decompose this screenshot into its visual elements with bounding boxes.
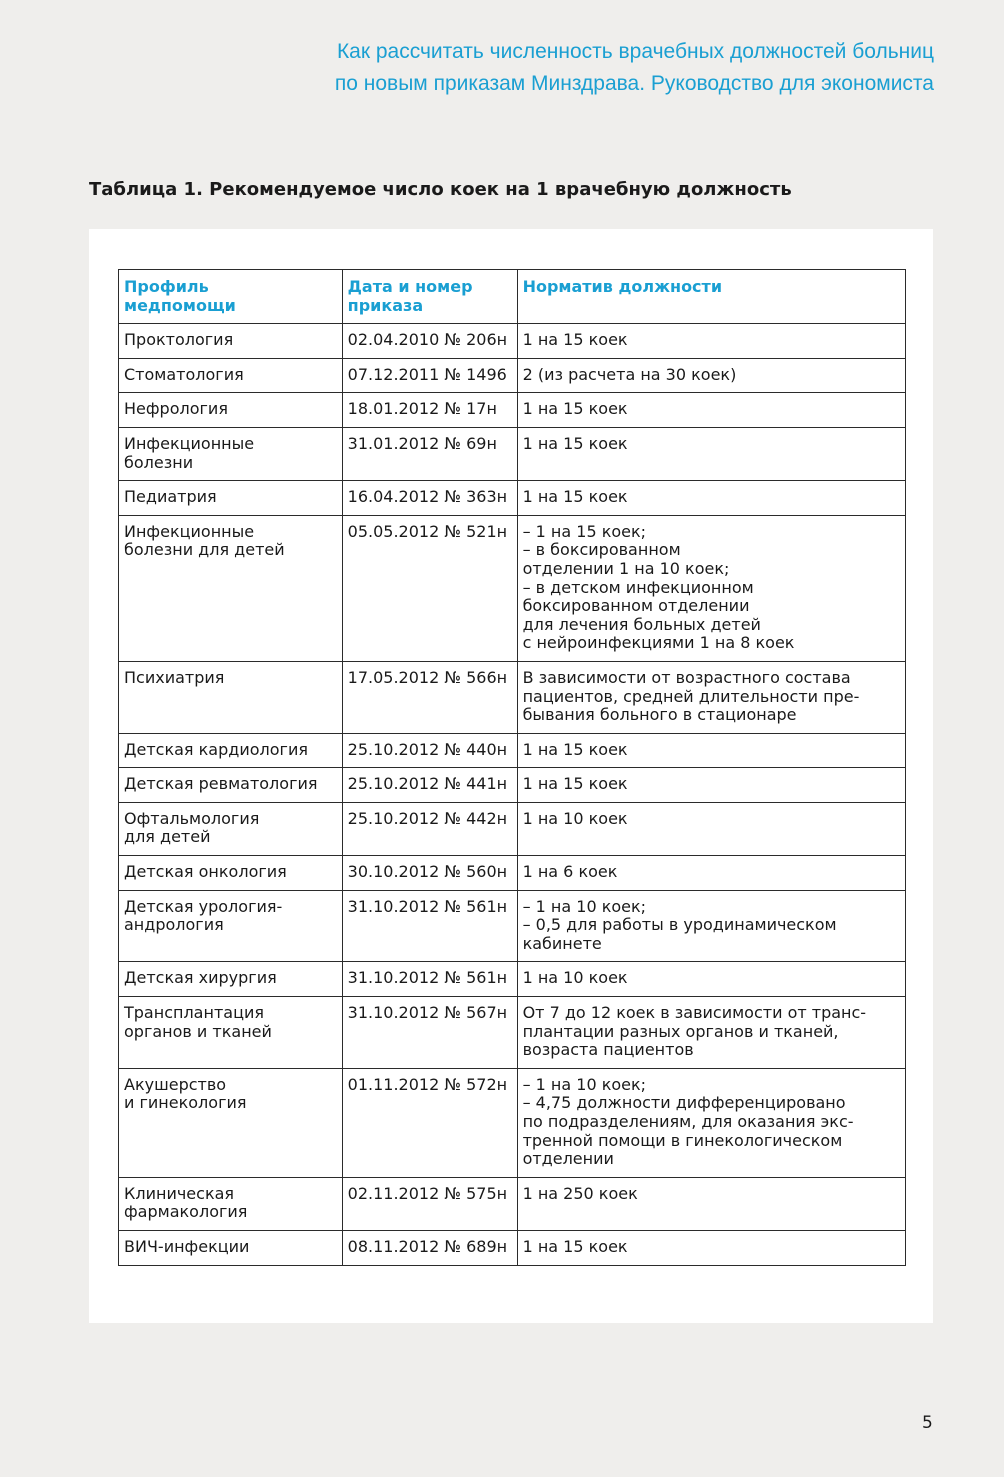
cell-line: 1 на 15 коек (522, 330, 628, 350)
cell-profile (119, 1230, 343, 1265)
cell-line: – 1 на 10 коек; (522, 1074, 647, 1094)
cell-order (342, 427, 517, 480)
cell-line: 1 на 250 коек (522, 1183, 638, 1203)
cell-order (342, 802, 517, 855)
running-header-line-1: Как рассчитать численность врачебных должностей больниц (336, 40, 934, 63)
cell-line: фармакология (124, 1202, 248, 1222)
cell-order (342, 1068, 517, 1177)
cell-line: Трансплантация (124, 1003, 264, 1023)
cell-line: Стоматология (124, 364, 244, 384)
table-row (119, 856, 906, 891)
cell-line: приказа (347, 295, 424, 315)
cell-line: 07.12.2011 № 1496 (347, 364, 507, 384)
table-row (119, 1068, 906, 1177)
table-row (119, 802, 906, 855)
cell-line: Дата и номер (347, 277, 473, 296)
cell-line: 25.10.2012 № 442н (347, 808, 508, 828)
cell-norm (517, 515, 905, 661)
cell-line: 1 на 15 коек (522, 487, 628, 507)
table-row (119, 358, 906, 393)
cell-order (342, 768, 517, 803)
cell-line: 1 на 15 коек (522, 433, 628, 453)
cell-line: отделении (522, 1149, 614, 1169)
cell-line: – 0,5 для работы в уродинамическом (522, 915, 837, 935)
cell-profile (119, 1068, 343, 1177)
cell-norm (517, 1230, 905, 1265)
cell-line: 1 на 15 коек (522, 1236, 628, 1256)
table-row (119, 393, 906, 428)
cell-norm (517, 856, 905, 891)
table-row (119, 768, 906, 803)
cell-profile (119, 324, 343, 359)
cell-line: Инфекционные (124, 433, 255, 453)
cell-line: 2 (из расчета на 30 коек) (522, 364, 737, 384)
cell-profile (119, 393, 343, 428)
table-card (89, 229, 933, 1323)
page-number: 5 (922, 1413, 933, 1433)
cell-profile (119, 733, 343, 768)
cell-line: Педиатрия (124, 487, 217, 507)
table-row (119, 661, 906, 733)
cell-line: бывания больного в стационаре (522, 705, 797, 725)
cell-order (342, 515, 517, 661)
cell-line: 31.10.2012 № 567н (347, 1003, 508, 1023)
cell-order (342, 481, 517, 516)
cell-norm (517, 733, 905, 768)
cell-order (342, 1177, 517, 1230)
cell-line: боксированном отделении (522, 596, 750, 616)
cell-norm (517, 324, 905, 359)
cell-line: 1 на 10 коек (522, 968, 628, 988)
table-header-row (119, 270, 906, 324)
cell-norm (517, 1068, 905, 1177)
cell-order (342, 393, 517, 428)
running-header-line-2: по новым приказам Минздрава. Руководство для экономиста (334, 72, 934, 95)
cell-order (342, 856, 517, 891)
cell-line: плантации разных органов и тканей, (522, 1021, 839, 1041)
cell-order (342, 997, 517, 1069)
cell-profile (119, 802, 343, 855)
cell-line: для лечения больных детей (522, 614, 761, 634)
cell-line: Клиническая (124, 1183, 235, 1203)
cell-line: 01.11.2012 № 572н (347, 1074, 508, 1094)
cell-line: От 7 до 12 коек в зависимости от транс- (522, 1003, 867, 1023)
cell-line: 25.10.2012 № 440н (347, 739, 508, 759)
table-row (119, 481, 906, 516)
cell-line: возраста пациентов (522, 1040, 694, 1060)
running-header (335, 36, 934, 100)
cell-line: пациентов, средней длительности пре- (522, 686, 860, 706)
cell-norm (517, 661, 905, 733)
cell-line: Психиатрия (124, 667, 225, 687)
cell-profile (119, 427, 343, 480)
table-row (119, 890, 906, 962)
cell-line: 31.10.2012 № 561н (347, 896, 508, 916)
cell-line: органов и тканей (124, 1021, 272, 1041)
cell-line: болезни для детей (124, 540, 285, 560)
cell-line: – в детском инфекционном (522, 577, 754, 597)
cell-norm (517, 890, 905, 962)
table-row (119, 324, 906, 359)
cell-line: 05.05.2012 № 521н (347, 521, 508, 541)
cell-order (342, 733, 517, 768)
cell-line: 17.05.2012 № 566н (347, 667, 508, 687)
cell-line: – 4,75 должности дифференцировано (522, 1093, 846, 1113)
cell-order (342, 890, 517, 962)
cell-line: кабинете (522, 933, 602, 953)
cell-line: Профиль (124, 277, 209, 296)
cell-line: – 1 на 15 коек; (522, 521, 647, 541)
cell-line: медпомощи (124, 295, 236, 315)
cell-line: андрология (124, 915, 224, 935)
cell-line: Детская ревматология (124, 774, 318, 794)
cell-line: и гинекология (124, 1093, 247, 1113)
cell-line: Офтальмология (124, 808, 260, 828)
cell-line: Нефрология (124, 399, 228, 419)
cell-line: 30.10.2012 № 560н (347, 862, 508, 882)
cell-norm (517, 768, 905, 803)
cell-profile (119, 768, 343, 803)
cell-profile (119, 358, 343, 393)
cell-line: 08.11.2012 № 689н (347, 1236, 508, 1256)
cell-line: 1 на 10 коек (522, 808, 628, 828)
cell-profile (119, 962, 343, 997)
cell-line: 1 на 15 коек (522, 739, 628, 759)
cell-line: – 1 на 10 коек; (522, 896, 647, 916)
table-body (119, 324, 906, 1265)
table-row (119, 515, 906, 661)
header-norm (517, 270, 905, 324)
cell-line: 31.01.2012 № 69н (347, 433, 497, 453)
cell-line: В зависимости от возрастного состава (522, 667, 851, 687)
cell-line: Детская хирургия (124, 968, 277, 988)
table-caption: Таблица 1. Рекомендуемое число коек на 1 врачебную должность (89, 179, 792, 200)
cell-line: 02.11.2012 № 575н (347, 1183, 508, 1203)
cell-line: Норматив должности (522, 277, 723, 296)
cell-line: болезни (124, 452, 194, 472)
cell-line: 1 на 6 коек (522, 862, 618, 882)
cell-profile (119, 1177, 343, 1230)
cell-line: 02.04.2010 № 206н (347, 330, 508, 350)
cell-line: – в боксированном (522, 540, 681, 560)
cell-norm (517, 1177, 905, 1230)
cell-line: 18.01.2012 № 17н (347, 399, 497, 419)
cell-order (342, 962, 517, 997)
cell-line: Акушерство (124, 1074, 227, 1094)
cell-norm (517, 358, 905, 393)
cell-norm (517, 393, 905, 428)
table-row (119, 733, 906, 768)
cell-profile (119, 481, 343, 516)
cell-line: 25.10.2012 № 441н (347, 774, 508, 794)
cell-line: Детская урология- (124, 896, 283, 916)
cell-order (342, 1230, 517, 1265)
cell-norm (517, 427, 905, 480)
cell-order (342, 661, 517, 733)
cell-order (342, 358, 517, 393)
cell-line: Проктология (124, 330, 234, 350)
cell-line: 1 на 15 коек (522, 399, 628, 419)
table-row (119, 427, 906, 480)
cell-line: для детей (124, 827, 211, 847)
cell-norm (517, 481, 905, 516)
cell-order (342, 324, 517, 359)
cell-profile (119, 890, 343, 962)
cell-line: 1 на 15 коек (522, 774, 628, 794)
cell-line: Детская кардиология (124, 739, 308, 759)
cell-line: с нейроинфекциями 1 на 8 коек (522, 633, 795, 653)
header-profile (119, 270, 343, 324)
header-order (342, 270, 517, 324)
cell-line: Детская онкология (124, 862, 287, 882)
cell-line: тренной помощи в гинекологическом (522, 1130, 843, 1150)
cell-line: 31.10.2012 № 561н (347, 968, 508, 988)
cell-norm (517, 997, 905, 1069)
cell-profile (119, 515, 343, 661)
cell-profile (119, 997, 343, 1069)
cell-norm (517, 962, 905, 997)
norms-table (118, 269, 906, 1266)
cell-line: 16.04.2012 № 363н (347, 487, 508, 507)
cell-profile (119, 661, 343, 733)
table-row (119, 997, 906, 1069)
cell-line: ВИЧ-инфекции (124, 1236, 250, 1256)
table-row (119, 1230, 906, 1265)
table-row (119, 962, 906, 997)
cell-line: Инфекционные (124, 521, 255, 541)
table-row (119, 1177, 906, 1230)
cell-profile (119, 856, 343, 891)
cell-norm (517, 802, 905, 855)
cell-line: отделении 1 на 10 коек; (522, 558, 730, 578)
cell-line: по подразделениям, для оказания экс- (522, 1112, 854, 1131)
